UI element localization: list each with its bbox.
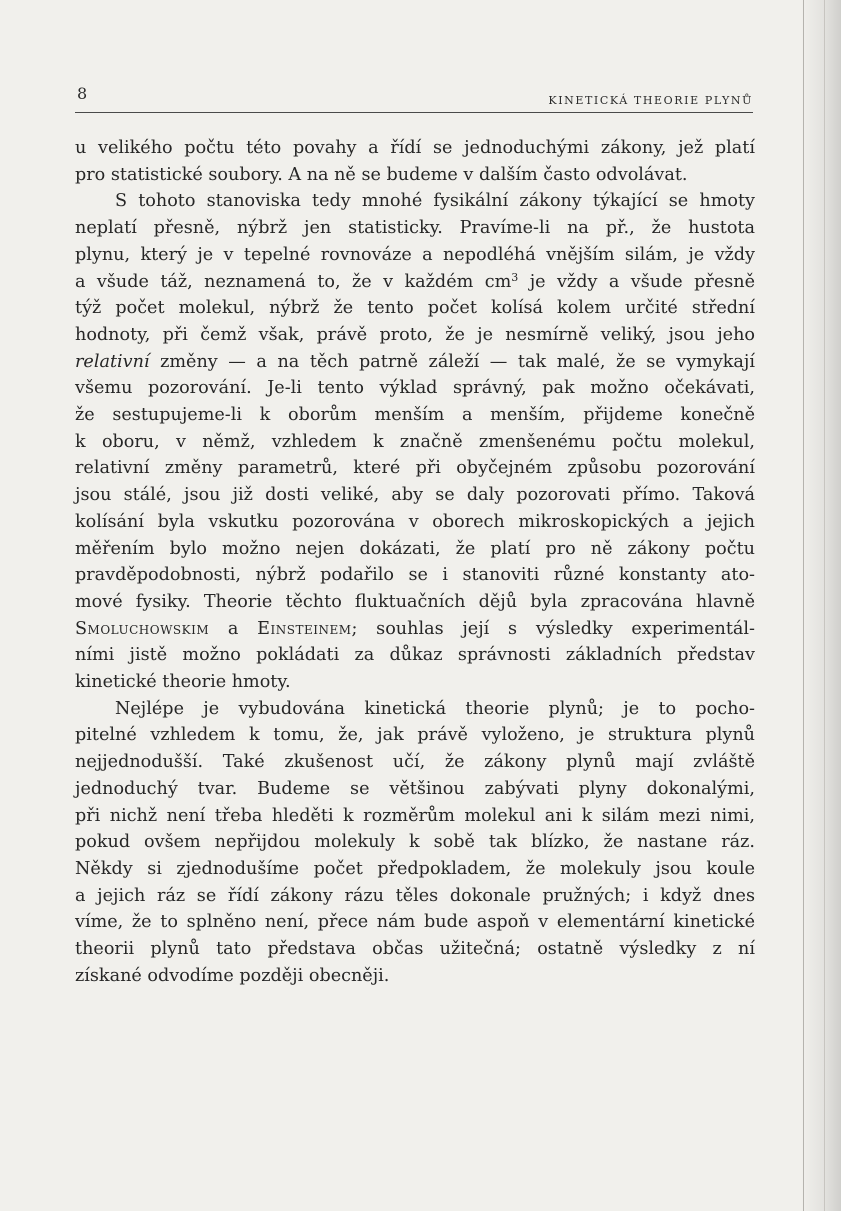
text-line (75, 269, 755, 296)
page-edge-line (824, 0, 825, 1211)
paragraph-3 (75, 696, 755, 990)
text-line: u velikého počtu této povahy a řídí se jednoduchými zákony, jež platí (75, 138, 755, 158)
text-fragment: je vždy a všude přesně (518, 271, 756, 292)
text-line: Někdy si zjednodušíme počet předpokladem, že molekuly jsou koule (75, 858, 755, 879)
text-fragment: a (209, 618, 258, 639)
text-line: měřením bylo možno nejen dokázati, že platí pro ně zákony počtu (75, 538, 755, 559)
text-line: S tohoto stanoviska tedy mnohé fysikální zákony týkající se hmoty (115, 191, 755, 212)
text-line: víme, že to splněno není, přece nám bude aspoň v elementární kinetické (75, 912, 755, 933)
text-line: získané odvodíme později obecněji. (75, 965, 390, 986)
running-head: KINETICKÁ THEORIE PLYNŮ (548, 94, 753, 107)
text-line: hodnoty, při čemž však, právě proto, že je nesmírně veliký, jsou jeho (75, 324, 755, 345)
text-fragment: a všude táž, neznamená to, že v každém cm (75, 271, 512, 292)
text-line: týž počet molekul, nýbrž že tento počet kolísá kolem určité střední (75, 298, 755, 319)
text-line: ními jistě možno pokládati za důkaz správnosti základních představ (75, 645, 755, 666)
text-line: pitelné vzhledem k tomu, že, jak právě vyloženo, je struktura plynů (75, 725, 755, 746)
text-line: k oboru, v němž, vzhledem k značně zmenšenému počtu molekul, (75, 431, 755, 452)
superscript: 3 (511, 270, 519, 284)
page-edge-shadow (801, 0, 841, 1211)
page-header (75, 84, 755, 114)
page-edge-line (803, 0, 804, 1211)
text-line: relativní změny parametrů, které při obyčejném způsobu pozorování (75, 458, 755, 479)
text-line: mové fysiky. Theorie těchto fluktuačních dějů byla zpracována hlavně (75, 591, 755, 612)
text-line: kinetické theorie hmoty. (75, 672, 291, 693)
paragraph-2 (75, 188, 755, 695)
body-text (75, 135, 755, 990)
text-fragment: změny — a na těch patrně záleží — tak malé, že se vymykají (149, 351, 755, 372)
text-line (75, 349, 755, 376)
text-line: neplatí přesně, nýbrž jen statisticky. Pravíme-li na př., že hustota (75, 218, 755, 239)
header-rule (75, 112, 753, 113)
text-line: pokud ovšem nepřijdou molekuly k sobě tak blízko, že nastane ráz. (75, 832, 755, 853)
text-fragment: ; souhlas její s výsledky experimentál- (351, 618, 755, 639)
text-line: pravděpodobnosti, nýbrž podařilo se i stanoviti různé konstanty ato- (75, 565, 755, 586)
text-line: kolísání byla vskutku pozorována v oborech mikroskopických a jejich (75, 511, 755, 532)
paragraph-1 (75, 135, 755, 188)
author-name: Einsteinem (257, 618, 352, 639)
italic-term: relativní (75, 351, 150, 372)
text-line: plynu, který je v tepelné rovnováze a nepodléhá vnějším silám, je vždy (75, 244, 755, 265)
text-line: jednoduchý tvar. Budeme se většinou zabývati plyny dokonalými, (75, 778, 755, 799)
text-line: jsou stálé, jsou již dosti veliké, aby se daly pozorovati přímo. Taková (75, 485, 755, 506)
text-line: nejjednodušší. Také zkušenost učí, že zákony plynů mají zvláště (75, 752, 755, 773)
text-line (75, 616, 755, 643)
text-line: Nejlépe je vybudována kinetická theorie plynů; je to pocho- (115, 698, 755, 719)
text-line: a jejich ráz se řídí zákony rázu těles dokonale pružných; i když dnes (75, 885, 755, 906)
text-line: pro statistické soubory. A na ně se budeme v dalším často odvolávat. (75, 164, 688, 185)
text-line: že sestupujeme-li k oborům menším a menším, přijdeme konečně (75, 405, 755, 426)
text-line: při nichž není třeba hleděti k rozměrům molekul ani k silám mezi nimi, (75, 805, 755, 826)
text-line: všemu pozorování. Je-li tento výklad správný, pak možno očekávati, (75, 378, 755, 399)
page-number: 8 (77, 84, 88, 103)
text-line: theorii plynů tato představa občas užitečná; ostatně výsledky z ní (75, 939, 755, 960)
author-name: Smoluchowskim (75, 618, 210, 639)
